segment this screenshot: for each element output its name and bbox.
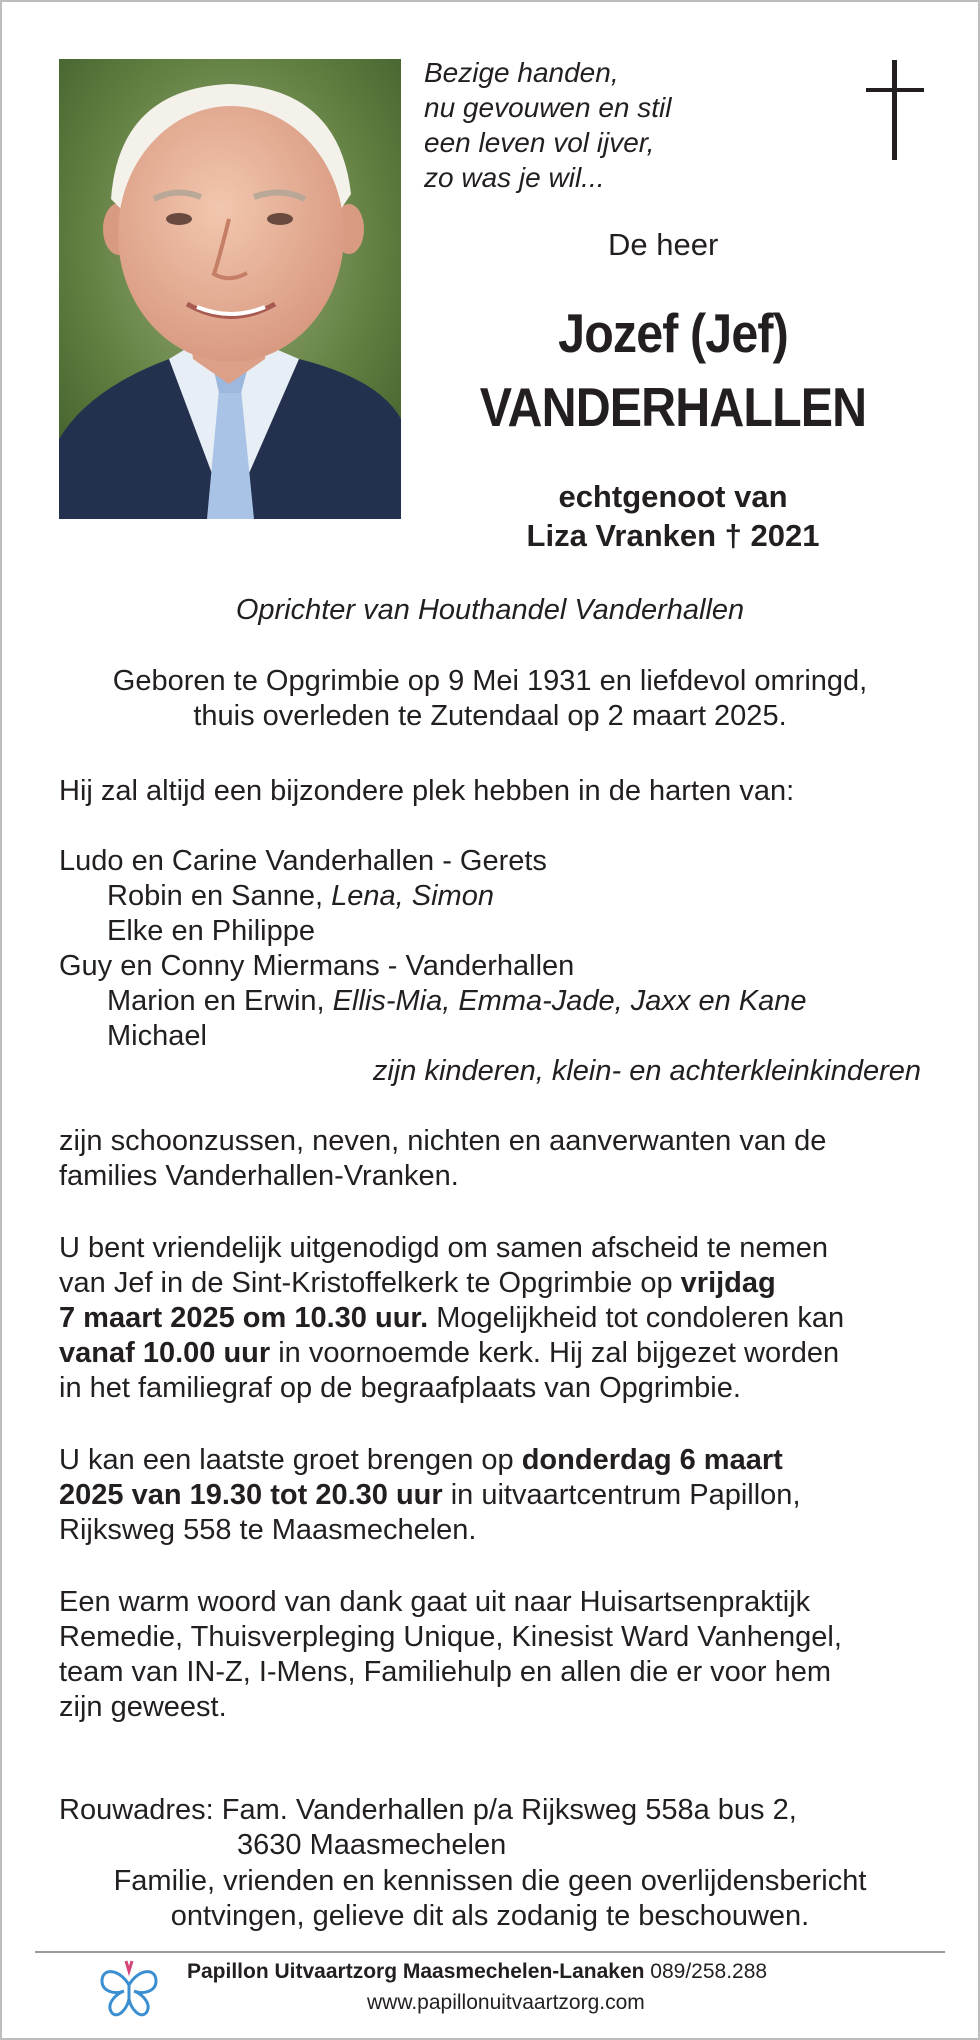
thanks-line: team van IN-Z, I-Mens, Familiehulp en allen die er voor hem (59, 1656, 832, 1688)
visitation-time: 2025 van 19.30 tot 20.30 uur (59, 1479, 443, 1511)
poem-line: zo was je wil... (424, 162, 605, 193)
deceased-name: Jozef (Jef) (558, 302, 788, 364)
funeral-date: 7 maart 2025 om 10.30 uur. (59, 1302, 429, 1334)
funeral-line (59, 1336, 844, 1371)
thanks-line: zijn geweest. (59, 1691, 227, 1723)
family-role: zijn kinderen, klein- en achterkleinkinderen (372, 1055, 921, 1087)
butterfly-logo-icon (96, 1955, 162, 2021)
salutation: De heer (608, 227, 719, 262)
founder-line: Oprichter van Houthandel Vanderhallen (235, 594, 745, 626)
cross-icon (866, 60, 924, 160)
death-line: thuis overleden te Zutendaal op 2 maart 2025. (193, 700, 787, 732)
funeral-text: van Jef in de Sint-Kristoffelkerk te Opgrimbie op (59, 1267, 681, 1299)
deceased-surname: VANDERHALLEN (479, 376, 867, 438)
family-line: Michael (107, 1020, 207, 1052)
birth-death-info (0, 664, 980, 734)
visitation-text: U kan een laatste groet brengen op (59, 1444, 522, 1476)
visitation-line: Rijksweg 558 te Maasmechelen. (59, 1514, 477, 1546)
visitation-line (59, 1443, 801, 1478)
poem-line: een leven vol ijver, (424, 127, 655, 158)
family-line: Guy en Conny Miermans - Vanderhallen (59, 950, 575, 982)
relatives (59, 1124, 826, 1194)
funeral-day: vrijdag (680, 1267, 776, 1299)
funeral-info (59, 1231, 844, 1406)
funeral-line (59, 1301, 844, 1336)
relatives-line: families Vanderhallen-Vranken. (59, 1160, 459, 1192)
visitation-day: donderdag 6 maart (521, 1444, 783, 1476)
relatives-line: zijn schoonzussen, neven, nichten en aanverwanten van de (59, 1125, 827, 1157)
funeral-line (59, 1266, 844, 1301)
poem-line: nu gevouwen en stil (424, 92, 672, 123)
thanks-line: Remedie, Thuisverpleging Unique, Kinesist Ward Vanhengel, (59, 1621, 842, 1653)
closing-note (0, 1864, 980, 1934)
birth-line: Geboren te Opgrimbie op 9 Mei 1931 en liefdevol omringd, (112, 665, 868, 697)
spouse-name: Liza Vranken † 2021 (526, 518, 820, 553)
company-phone: 089/258.288 (644, 1960, 768, 1983)
poem-line: Bezige handen, (424, 57, 619, 88)
thanks-note (59, 1585, 842, 1725)
portrait-photo (59, 59, 401, 519)
family-names: Marion en Erwin, (107, 985, 333, 1017)
funeral-line: U bent vriendelijk uitgenodigd om samen afscheid te nemen (59, 1232, 828, 1264)
grandchildren-names: Ellis-Mia, Emma-Jade, Jaxx en Kane (332, 985, 807, 1017)
footer-company (187, 1959, 767, 1985)
funeral-text: in voornoemde kerk. Hij zal bijgezet worden (270, 1337, 840, 1369)
spouse-info (448, 477, 898, 555)
family-line (107, 879, 494, 914)
spouse-label: echtgenoot van (558, 479, 788, 514)
family-line (107, 984, 807, 1019)
funeral-text: Mogelijkheid tot condoleren kan (428, 1302, 845, 1334)
funeral-line: in het familiegraf op de begraafplaats van Opgrimbie. (59, 1372, 741, 1404)
footer-divider (35, 1951, 945, 1953)
visitation-info (59, 1443, 801, 1548)
condolence-time: vanaf 10.00 uur (59, 1337, 271, 1369)
family-names: Robin en Sanne, (107, 880, 332, 912)
poem (424, 55, 672, 195)
visitation-text: in uitvaartcentrum Papillon, (442, 1479, 801, 1511)
closing-line: Familie, vrienden en kennissen die geen overlijdensbericht (113, 1865, 867, 1897)
heart-intro: Hij zal altijd een bijzondere plek hebben in de harten van: (59, 775, 795, 807)
grandchildren-names: Lena, Simon (331, 880, 494, 912)
closing-line: ontvingen, gelieve dit als zodanig te beschouwen. (170, 1900, 810, 1932)
company-name: Papillon Uitvaartzorg Maasmechelen-Lanaken (187, 1960, 645, 1983)
visitation-line (59, 1478, 801, 1513)
footer-website: www.papillonuitvaartzorg.com (367, 1991, 645, 2014)
thanks-line: Een warm woord van dank gaat uit naar Huisartsenpraktijk (59, 1586, 811, 1618)
family-line: Ludo en Carine Vanderhallen - Gerets (59, 845, 547, 877)
mourning-address: Rouwadres: Fam. Vanderhallen p/a Rijksweg 558a bus 2, (59, 1794, 797, 1826)
mourning-address-city: 3630 Maasmechelen (237, 1829, 507, 1861)
family-line: Elke en Philippe (107, 915, 315, 947)
